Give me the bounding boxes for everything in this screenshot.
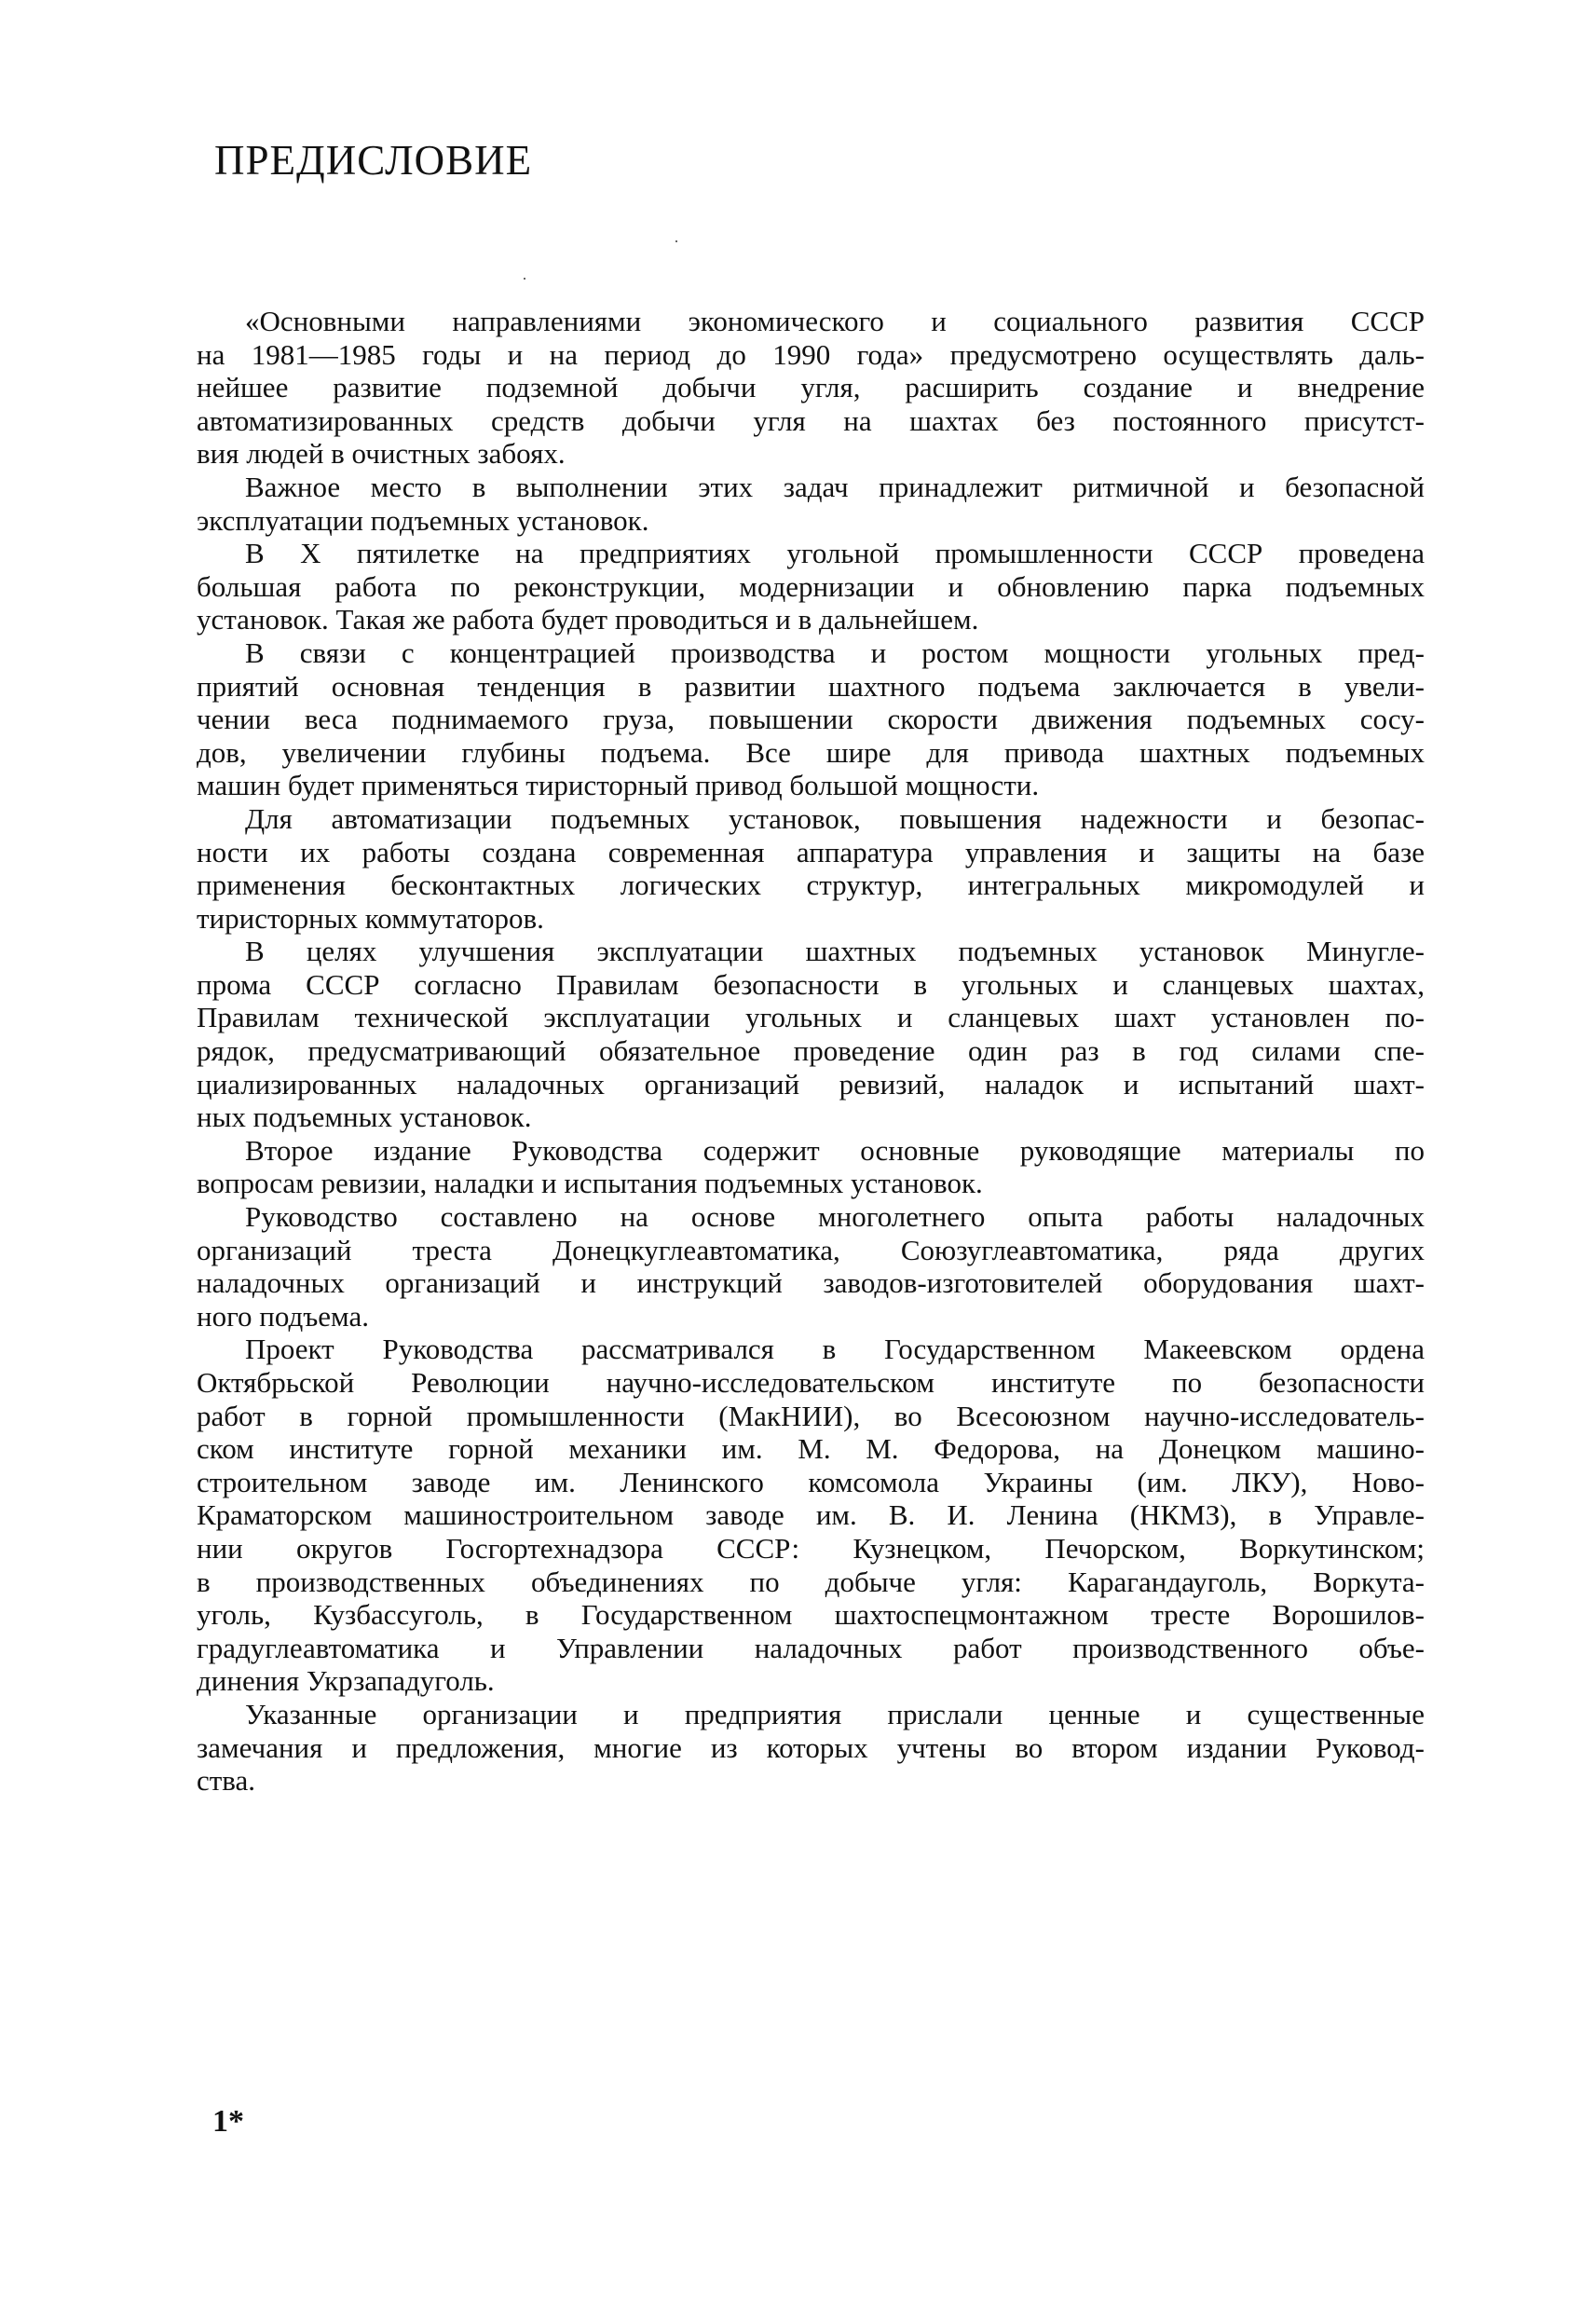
text-line: «Основными направлениями экономического и социального развития СССР <box>245 305 1425 337</box>
text-line: ного подъема. <box>197 1299 369 1333</box>
text-line: нии округов Госгортехнадзора СССР: Кузнецком, Печорском, Воркутинском; <box>197 1531 1425 1565</box>
text-line: замечания и предложения, многие из которых учтены во втором издании Руковод- <box>197 1730 1425 1764</box>
text-line: тиристорных коммутаторов. <box>197 901 544 935</box>
text-line: работ в горной промышленности (МакНИИ), во Всесоюзном научно-исследователь- <box>197 1399 1425 1432</box>
page-number: 1* <box>212 2104 244 2139</box>
paragraph <box>197 1698 1425 1798</box>
text-line: организаций треста Донецкуглеавтоматика, Союзуглеавтоматика, ряда других <box>197 1233 1425 1266</box>
text-line: машин будет применяться тиристорный привод большой мощности. <box>197 769 1040 802</box>
paragraph <box>197 305 1425 471</box>
text-line: большая работа по реконструкции, модернизации и обновлению парка подъемных <box>197 569 1425 603</box>
text-line: ности их работы создана современная аппаратура управления и защиты на базе <box>197 835 1425 868</box>
text-line: Руководство составлено на основе многолетнего опыта работы наладочных <box>245 1200 1425 1234</box>
paragraph <box>197 636 1425 802</box>
text-line: Для автоматизации подъемных установок, повышения надежности и безопас- <box>245 801 1425 835</box>
text-line: дов, увеличении глубины подъема. Все шире для привода шахтных подъемных <box>197 735 1425 769</box>
paragraph <box>197 1200 1425 1333</box>
text-line: прома СССР согласно Правилам безопасности в угольных и сланцевых шахтах, <box>197 967 1425 1001</box>
paragraph <box>197 802 1425 935</box>
scan-speck <box>524 278 525 280</box>
text-line: уголь, Кузбассуголь, в Государственном шахтоспецмонтажном тресте Ворошилов- <box>197 1598 1425 1632</box>
text-line: Важное место в выполнении этих задач принадлежит ритмичной и безопасной <box>245 470 1425 503</box>
text-line: В целях улучшения эксплуатации шахтных подъемных установок Минугле- <box>245 935 1425 968</box>
text-line: на 1981—1985 годы и на период до 1990 года» предусмотрено осуществлять даль- <box>197 337 1425 371</box>
text-line: автоматизированных средств добычи угля на шахтах без постоянного присутст- <box>197 403 1425 437</box>
preface-body <box>197 305 1425 1798</box>
paragraph <box>197 1333 1425 1698</box>
paragraph <box>197 537 1425 636</box>
text-line: градуглеавтоматика и Управлении наладочных работ производственного объе- <box>197 1631 1425 1664</box>
text-line: Правилам технической эксплуатации угольных и сланцевых шахт установлен по- <box>197 1001 1425 1034</box>
text-line: Октябрьской Революции научно-исследовательском институте по безопасности <box>197 1366 1425 1399</box>
text-line: нейшее развитие подземной добычи угля, расширить создание и внедрение <box>197 371 1425 404</box>
text-line: циализированных наладочных организаций ревизий, наладок и испытаний шахт- <box>197 1067 1425 1101</box>
paragraph <box>197 471 1425 537</box>
text-line: эксплуатации подъемных установок. <box>197 503 649 537</box>
text-line: строительном заводе им. Ленинского комсомола Украины (им. ЛКУ), Ново- <box>197 1465 1425 1498</box>
text-line: Проект Руководства рассматривался в Государственном Макеевском ордена <box>245 1333 1425 1366</box>
text-line: динения Укрзападуголь. <box>197 1664 495 1698</box>
paragraph <box>197 1134 1425 1200</box>
text-line: рядок, предусматривающий обязательное проведение один раз в год силами спе- <box>197 1034 1425 1068</box>
paragraph <box>197 935 1425 1134</box>
text-line: ском институте горной механики им. М. М. Федорова, на Донецком машино- <box>197 1432 1425 1466</box>
text-line: Указанные организации и предприятия прислали ценные и существенные <box>245 1697 1425 1730</box>
text-line: приятий основная тенденция в развитии шахтного подъема заключается в увели- <box>197 669 1425 703</box>
text-line: В X пятилетке на предприятиях угольной промышленности СССР проведена <box>245 537 1425 570</box>
text-line: наладочных организаций и инструкций заводов-изготовителей оборудования шахт- <box>197 1266 1425 1300</box>
text-line: в производственных объединениях по добыче угля: Карагандауголь, Воркута- <box>197 1565 1425 1598</box>
text-line: В связи с концентрацией производства и ростом мощности угольных пред- <box>245 636 1425 669</box>
scan-speck <box>675 240 677 242</box>
text-line: Краматорском машиностроительном заводе им. В. И. Ленина (НКМЗ), в Управле- <box>197 1498 1425 1532</box>
text-line: вия людей в очистных забоях. <box>197 437 566 471</box>
text-line: ных подъемных установок. <box>197 1101 532 1134</box>
text-line: вопросам ревизии, наладки и испытания подъемных установок. <box>197 1167 983 1200</box>
text-line: Второе издание Руководства содержит основные руководящие материалы по <box>245 1133 1425 1167</box>
text-line: ства. <box>197 1764 256 1798</box>
text-line: установок. Такая же работа будет проводиться и в дальнейшем. <box>197 603 979 636</box>
text-line: чении веса поднимаемого груза, повышении скорости движения подъемных сосу- <box>197 703 1425 736</box>
page-title: ПРЕДИСЛОВИЕ <box>214 137 533 184</box>
text-line: применения бесконтактных логических структур, интегральных микромодулей и <box>197 868 1425 902</box>
